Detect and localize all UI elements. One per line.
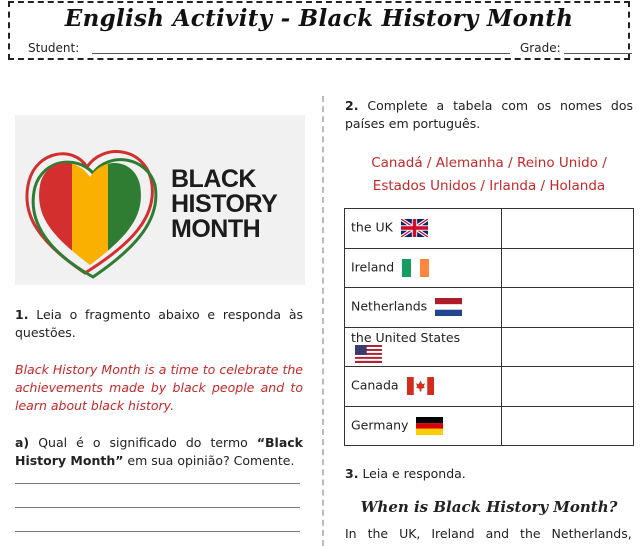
answer-cell[interactable] xyxy=(502,367,634,407)
q1a-question xyxy=(15,434,303,470)
country-name: Ireland xyxy=(351,259,395,275)
student-field[interactable] xyxy=(92,41,510,54)
ireland-flag-icon xyxy=(402,259,429,277)
q2-prompt xyxy=(345,97,633,133)
q1a-text-1: Qual é o significado do termo xyxy=(38,435,257,450)
answer-line-1[interactable] xyxy=(15,483,300,484)
q3-text: In the UK, Ireland and the Netherlands, xyxy=(345,526,632,541)
q1-prompt-text: Leia o fragmento abaixo e responda às questões. xyxy=(15,307,303,340)
q3-prompt-text: Leia e responda. xyxy=(362,466,466,481)
page-title: English Activity - Black History Month xyxy=(64,5,574,32)
q1a-term: “Black History Month” xyxy=(15,435,303,468)
table-row xyxy=(345,406,634,446)
table-row xyxy=(345,209,634,249)
grade-field[interactable] xyxy=(564,41,632,54)
answer-cell[interactable] xyxy=(502,248,634,288)
logo-text xyxy=(171,167,277,242)
table-row xyxy=(345,288,634,328)
q1-prompt xyxy=(15,306,303,342)
black-history-month-logo xyxy=(15,115,305,285)
country-name: the United States xyxy=(351,330,461,346)
canada-flag-icon xyxy=(407,377,434,395)
logo-line-month: MONTH xyxy=(171,215,261,243)
column-divider xyxy=(322,96,324,546)
q1a-text-2: em sua opinião? Comente. xyxy=(123,453,295,468)
answer-line-2[interactable] xyxy=(15,507,300,508)
netherlands-flag-icon xyxy=(435,298,462,316)
country-options xyxy=(345,152,633,198)
country-name: Germany xyxy=(351,417,409,433)
table-row xyxy=(345,327,634,367)
q3-number: 3. xyxy=(345,466,359,481)
country-name: the UK xyxy=(351,219,393,235)
table-row xyxy=(345,367,634,407)
countries-table xyxy=(344,208,634,446)
answer-cell[interactable] xyxy=(502,288,634,328)
q2-number: 2. xyxy=(345,98,359,113)
germany-flag-icon xyxy=(416,417,443,435)
q1-fragment: Black History Month is a time to celebrate the achievements made by black people and to learn about black history. xyxy=(15,362,303,413)
options-line-1: Canadá / Alemanha / Reino Unido / xyxy=(371,155,607,171)
country-name: Canada xyxy=(351,377,399,393)
heart-icon xyxy=(15,115,165,285)
country-name: Netherlands xyxy=(351,298,428,314)
header-box xyxy=(8,1,630,60)
logo-line-black: BLACK xyxy=(171,165,256,193)
uk-flag-icon xyxy=(401,219,428,237)
answer-line-3[interactable] xyxy=(15,531,300,532)
usa-flag-icon xyxy=(355,345,382,363)
grade-label: Grade: xyxy=(520,41,561,55)
answer-cell[interactable] xyxy=(502,406,634,446)
options-line-2: Estados Unidos / Irlanda / Holanda xyxy=(372,178,606,194)
q1a-label: a) xyxy=(15,435,30,450)
q3-subtitle: When is Black History Month? xyxy=(360,498,618,516)
q1-number: 1. xyxy=(15,307,29,322)
answer-cell[interactable] xyxy=(502,209,634,249)
table-row xyxy=(345,248,634,288)
answer-cell[interactable] xyxy=(502,327,634,367)
q2-prompt-text: Complete a tabela com os nomes dos países em português. xyxy=(345,98,633,131)
student-label: Student: xyxy=(28,41,80,55)
q3-prompt xyxy=(345,465,466,483)
logo-line-history: HISTORY xyxy=(171,190,278,218)
